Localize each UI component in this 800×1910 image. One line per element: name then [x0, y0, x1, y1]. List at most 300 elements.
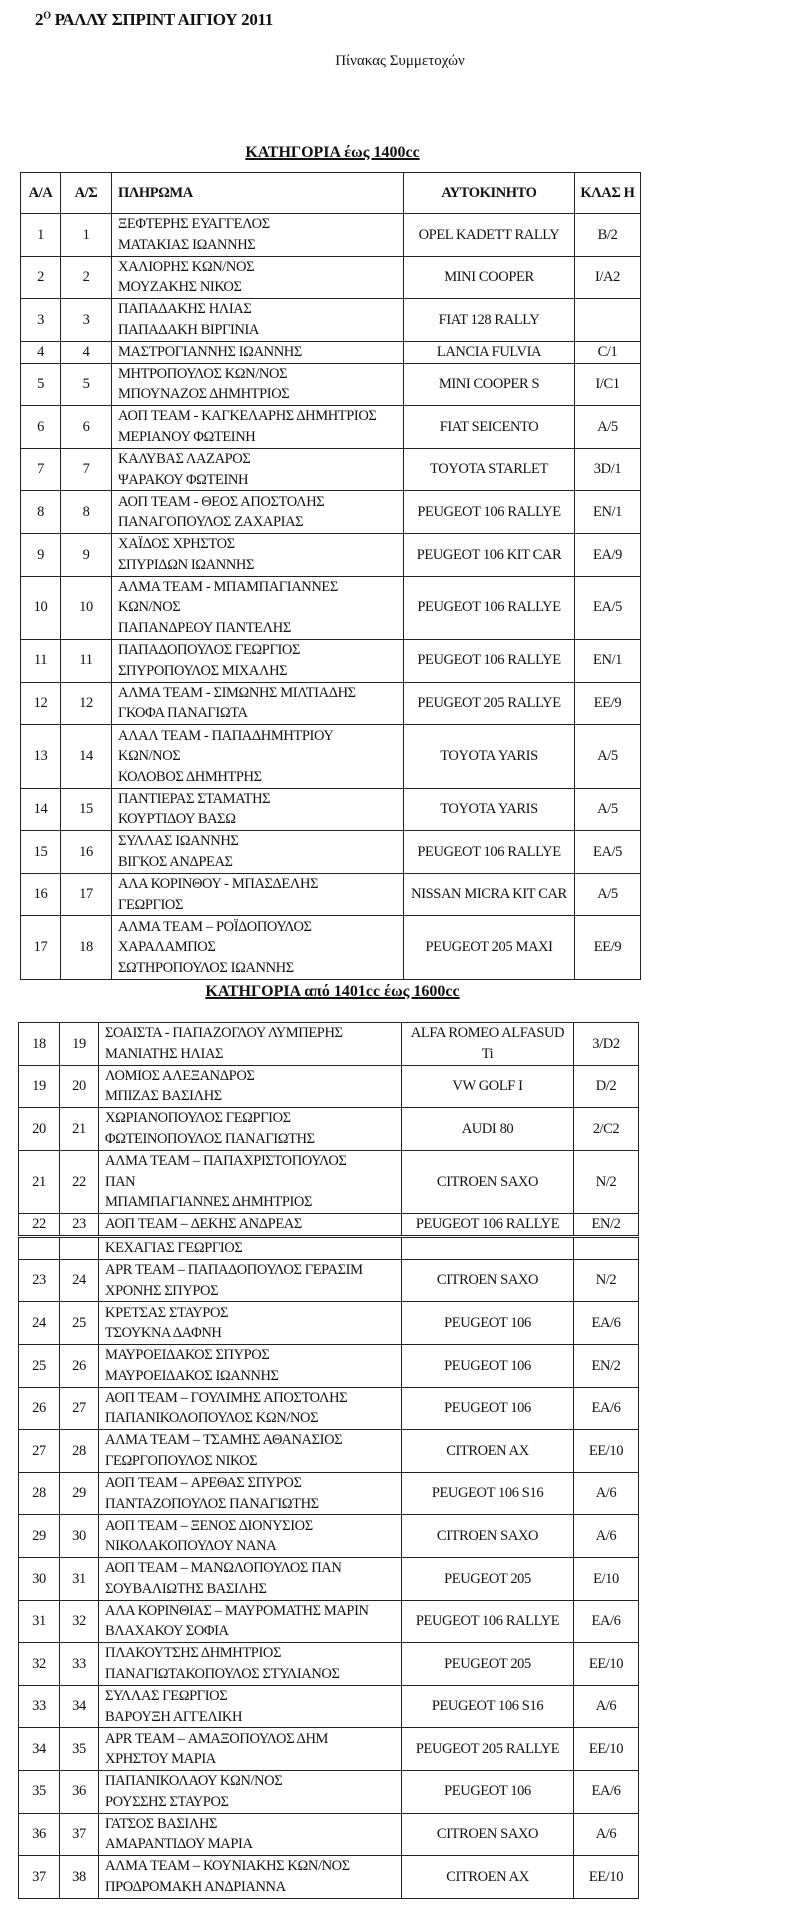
car-model: AUDI 80 [402, 1108, 574, 1151]
car-model: PEUGEOT 205 [402, 1557, 574, 1600]
table-row [19, 1643, 639, 1686]
start-number: 1 [61, 214, 112, 257]
crew-member: ΑΛΜΑ TEAM - ΣΙΜΩΝΗΣ ΜΙΛΤΙΑΔΗΣ [118, 684, 356, 701]
column-header-aa: Α/Α [21, 173, 61, 214]
crew-member: ΑΜΑΡΑΝΤΙΔΟΥ ΜΑΡΙΑ [105, 1836, 253, 1853]
entry-number: 29 [19, 1515, 60, 1558]
crew-cell [99, 1259, 402, 1302]
crew-member: ΠΑΠΑΝΔΡΕΟΥ ΠΑΝΤΕΛΗΣ [118, 619, 291, 636]
table-row [19, 1856, 639, 1899]
crew-member: ΑΟΠ TEAM – ΔΕΚΗΣ ΑΝΔΡΕΑΣ [105, 1216, 302, 1233]
car-class: EA/6 [574, 1600, 639, 1643]
entry-number: 23 [19, 1259, 60, 1302]
entry-number: 11 [21, 639, 61, 682]
car-class: C/1 [575, 341, 641, 363]
start-number: 38 [60, 1856, 99, 1899]
table-row [19, 1065, 639, 1108]
car-model: PEUGEOT 106 RALLYE [402, 1214, 574, 1236]
table-row [19, 1770, 639, 1813]
crew-cell [112, 873, 404, 916]
start-number: 33 [60, 1643, 99, 1686]
crew-member: ΑΛΜΑ TEAM - ΜΠΑΜΠΑΓΙΑΝΝΕΣ [118, 578, 338, 595]
start-number: 32 [60, 1600, 99, 1643]
car-class: E/10 [574, 1557, 639, 1600]
crew-member: ΚΟΥΡΤΙΔΟΥ ΒΑΣΩ [118, 811, 236, 828]
title-superscript: Ο [43, 10, 51, 22]
car-model: FIAT 128 RALLY [404, 299, 575, 342]
crew-member: ΡΟΥΣΣΗΣ ΣΤΑΥΡΟΣ [105, 1793, 229, 1810]
car-class: 3D/1 [575, 448, 641, 491]
table-row [21, 576, 641, 639]
car-class: EA/5 [575, 576, 641, 639]
entry-number: 3 [21, 299, 61, 342]
entries-table [20, 172, 641, 980]
crew-member: ΣΥΛΛΑΣ ΙΩΑΝΝΗΣ [118, 833, 239, 850]
car-class: EE/10 [574, 1430, 639, 1473]
entry-number: 34 [19, 1728, 60, 1771]
column-header-as: Α/Σ [61, 173, 112, 214]
crew-cell [99, 1108, 402, 1151]
crew-member: ΒΑΡΟΥΞΗ ΑΓΓΕΛΙΚΗ [105, 1708, 243, 1725]
entry-number: 25 [19, 1344, 60, 1387]
entry-number: 36 [19, 1813, 60, 1856]
car-model: PEUGEOT 205 MAXI [404, 916, 575, 979]
table-row [19, 1023, 639, 1066]
car-model: PEUGEOT 106 RALLYE [404, 576, 575, 639]
car-model: MINI COOPER [404, 256, 575, 299]
start-number: 15 [61, 788, 112, 831]
start-number: 31 [60, 1557, 99, 1600]
entry-number: 26 [19, 1387, 60, 1430]
entry-number: 21 [19, 1150, 60, 1213]
table-row [21, 873, 641, 916]
crew-cell [99, 1302, 402, 1345]
car-model: CITROEN SAXO [402, 1259, 574, 1302]
crew-member: ΓΚΟΦΑ ΠΑΝΑΓΙΩΤΑ [118, 705, 248, 722]
entry-number: 10 [21, 576, 61, 639]
crew-member: ΑΟΠ TEAM – ΞΕΝΟΣ ΔΙΟΝΥΣΙΟΣ [105, 1517, 313, 1534]
crew-member: ΨΑΡΑΚΟΥ ΦΩΤΕΙΝΗ [118, 471, 249, 488]
start-number: 20 [60, 1065, 99, 1108]
start-number: 29 [60, 1472, 99, 1515]
car-class: A/6 [574, 1515, 639, 1558]
crew-cell [112, 916, 404, 979]
start-number: 35 [60, 1728, 99, 1771]
table-row [19, 1472, 639, 1515]
crew-cell [112, 831, 404, 874]
entry-number: 35 [19, 1770, 60, 1813]
car-model: NISSAN MICRA KIT CAR [404, 873, 575, 916]
table-row [21, 725, 641, 788]
table-row [21, 682, 641, 725]
crew-member: ΜΑΤΑΚΙΑΣ ΙΩΑΝΝΗΣ [118, 236, 256, 253]
crew-member: ΠΑΠΑΔΟΠΟΥΛΟΣ ΓΕΩΡΓΙΟΣ [118, 642, 300, 659]
entry-number: 20 [19, 1108, 60, 1151]
car-class: A/5 [575, 725, 641, 788]
document-title [35, 10, 273, 30]
column-header-class: ΚΛΑΣ Η [575, 173, 641, 214]
entry-number: 4 [21, 341, 61, 363]
car-class: EN/2 [574, 1344, 639, 1387]
car-class: EN/1 [575, 639, 641, 682]
car-model [402, 1238, 574, 1260]
crew-cell [99, 1728, 402, 1771]
crew-cell [99, 1515, 402, 1558]
entry-number: 1 [21, 214, 61, 257]
start-number: 12 [61, 682, 112, 725]
table-row [21, 491, 641, 534]
entry-number: 18 [19, 1023, 60, 1066]
crew-member: ΠΑΠΑΔΑΚΗ ΒΙΡΓΙΝΙΑ [118, 321, 259, 338]
crew-member: ΚΩΝ/ΝΟΣ [118, 599, 181, 616]
start-number: 34 [60, 1685, 99, 1728]
crew-cell [99, 1856, 402, 1899]
entry-number: 31 [19, 1600, 60, 1643]
table-header-row [21, 173, 641, 214]
category-heading: ΚΑΤΗΓΟΡΙΑ από 1401cc έως 1600cc [205, 983, 460, 1000]
crew-cell [99, 1387, 402, 1430]
car-class: D/2 [574, 1065, 639, 1108]
start-number: 22 [60, 1150, 99, 1213]
table-row [21, 406, 641, 449]
entry-number: 27 [19, 1430, 60, 1473]
entry-number [19, 1238, 60, 1260]
crew-member: ΑΟΠ TEAM - ΚΑΓΚΕΛΑΡΗΣ ΔΗΜΗΤΡΙΟΣ [118, 408, 377, 425]
title-text: ΡΑΛΛΥ ΣΠΡΙΝΤ ΑΙΓΙΟΥ 2011 [50, 10, 273, 29]
crew-member: ΣΠΥΡΟΠΟΥΛΟΣ ΜΙΧΑΛΗΣ [118, 662, 288, 679]
crew-member: ΑΛΜΑ TEAM – ΚΟΥΝΙΑΚΗΣ ΚΩΝ/ΝΟΣ [105, 1858, 350, 1875]
crew-member: ΠΑΝΑΓΟΠΟΥΛΟΣ ΖΑΧΑΡΙΑΣ [118, 514, 304, 531]
table-row [21, 341, 641, 363]
crew-member: ΣΠΥΡΙΔΩΝ ΙΩΑΝΝΗΣ [118, 556, 255, 573]
crew-member: ΛΟΜΙΟΣ ΑΛΕΞΑΝΔΡΟΣ [105, 1067, 255, 1084]
crew-member: ΓΑΤΣΟΣ ΒΑΣΙΛΗΣ [105, 1815, 218, 1832]
entry-number: 9 [21, 533, 61, 576]
car-class: EE/9 [575, 916, 641, 979]
crew-cell [99, 1065, 402, 1108]
start-number: 18 [61, 916, 112, 979]
table-row [19, 1515, 639, 1558]
crew-member: ΑΛΜΑ TEAM – ΡΟΪΔΟΠΟΥΛΟΣ [118, 918, 312, 935]
crew-cell [112, 341, 404, 363]
table-row [21, 916, 641, 979]
car-class: N/2 [574, 1150, 639, 1213]
crew-member: ΜΠΑΜΠΑΓΙΑΝΝΕΣ ΔΗΜΗΤΡΙΟΣ [105, 1194, 313, 1211]
car-class: N/2 [574, 1259, 639, 1302]
car-class: EN/2 [574, 1214, 639, 1236]
crew-member: ΑΟΠ TEAM - ΘΕΟΣ ΑΠΟΣΤΟΛΗΣ [118, 493, 325, 510]
entry-number: 19 [19, 1065, 60, 1108]
crew-member: ΚΕΧΑΓΙΑΣ ΓΕΩΡΓΙΟΣ [105, 1240, 243, 1257]
start-number: 10 [61, 576, 112, 639]
crew-member: ΜΑΥΡΟΕΙΔΑΚΟΣ ΣΠΥΡΟΣ [105, 1347, 270, 1364]
car-class: EA/6 [574, 1302, 639, 1345]
car-class: EE/10 [574, 1643, 639, 1686]
crew-member: ΚΩΝ/ΝΟΣ [118, 748, 181, 765]
crew-cell [112, 363, 404, 406]
crew-member: ΤΣΟΥΚΝΑ ΔΑΦΝΗ [105, 1325, 222, 1342]
category-heading: ΚΑΤΗΓΟΡΙΑ έως 1400cc [245, 144, 420, 161]
car-class: A/6 [574, 1472, 639, 1515]
car-model: PEUGEOT 205 RALLYE [404, 682, 575, 725]
car-model: VW GOLF I [402, 1065, 574, 1108]
crew-member: ΝΙΚΟΛΑΚΟΠΟΥΛΟΥ ΝΑΝΑ [105, 1538, 277, 1555]
crew-member: ΣΥΛΛΑΣ ΓΕΩΡΓΙΟΣ [105, 1688, 228, 1705]
car-model: PEUGEOT 106 [402, 1770, 574, 1813]
start-number: 21 [60, 1108, 99, 1151]
crew-cell [99, 1813, 402, 1856]
car-model: CITROEN SAXO [402, 1515, 574, 1558]
crew-cell [99, 1472, 402, 1515]
car-class: EA/5 [575, 831, 641, 874]
car-class: I/A2 [575, 256, 641, 299]
table-row [21, 448, 641, 491]
entry-number: 6 [21, 406, 61, 449]
car-class: EN/1 [575, 491, 641, 534]
crew-member: ΚΟΛΟΒΟΣ ΔΗΜΗΤΡΗΣ [118, 768, 262, 785]
crew-cell [112, 214, 404, 257]
entry-number: 22 [19, 1214, 60, 1236]
table-row [19, 1108, 639, 1151]
start-number: 23 [60, 1214, 99, 1236]
crew-cell [99, 1430, 402, 1473]
entry-number: 33 [19, 1685, 60, 1728]
car-model: CITROEN SAXO [402, 1813, 574, 1856]
start-number: 19 [60, 1023, 99, 1066]
crew-member: ΑΟΠ TEAM – ΜΑΝΩΛΟΠΟΥΛΟΣ ΠΑΝ [105, 1560, 342, 1577]
entry-number: 2 [21, 256, 61, 299]
crew-cell [112, 299, 404, 342]
entry-number: 28 [19, 1472, 60, 1515]
crew-member: ΧΡΗΣΤΟΥ ΜΑΡΙΑ [105, 1751, 216, 1768]
table-row [21, 363, 641, 406]
entries-table [18, 1022, 639, 1236]
crew-cell [112, 256, 404, 299]
crew-cell [112, 639, 404, 682]
crew-member: ΜΕΡΙΑΝΟΥ ΦΩΤΕΙΝΗ [118, 428, 256, 445]
car-model: PEUGEOT 106 S16 [402, 1685, 574, 1728]
crew-member: ΒΙΓΚΟΣ ΑΝΔΡΕΑΣ [118, 853, 233, 870]
crew-cell [99, 1557, 402, 1600]
crew-cell [99, 1238, 402, 1260]
car-class: EE/10 [574, 1728, 639, 1771]
crew-member: ΞΕΦΤΕΡΗΣ ΕΥΑΓΓΕΛΟΣ [118, 216, 270, 233]
entry-number: 12 [21, 682, 61, 725]
car-model: PEUGEOT 106 KIT CAR [404, 533, 575, 576]
crew-member: ΜΠΟΥΝΑΖΟΣ ΔΗΜΗΤΡΙΟΣ [118, 386, 290, 403]
car-class: EE/9 [575, 682, 641, 725]
car-model: CITROEN SAXO [402, 1150, 574, 1213]
crew-member: ΒΛΑΧΑΚΟΥ ΣΟΦΙΑ [105, 1623, 229, 1640]
crew-member: ΑΛΜΑ TEAM – ΠΑΠΑΧΡΙΣΤΟΠΟΥΛΟΣ [105, 1153, 347, 1170]
car-model: TOYOTA YARIS [404, 788, 575, 831]
car-model: PEUGEOT 106 RALLYE [404, 491, 575, 534]
entry-number: 7 [21, 448, 61, 491]
crew-member: ΜΑΣΤΡΟΓΙΑΝΝΗΣ ΙΩΑΝΝΗΣ [118, 343, 302, 360]
title-number: 2 [35, 10, 44, 29]
entry-number: 24 [19, 1302, 60, 1345]
table-row [19, 1214, 639, 1236]
car-class: 2/C2 [574, 1108, 639, 1151]
entry-number: 17 [21, 916, 61, 979]
crew-member: ΧΑΛΙΟΡΗΣ ΚΩΝ/ΝΟΣ [118, 258, 255, 275]
table-row [19, 1557, 639, 1600]
crew-member: ΧΡΟΝΗΣ ΣΠΥΡΟΣ [105, 1282, 219, 1299]
table-row [21, 299, 641, 342]
car-model: PEUGEOT 106 RALLYE [404, 831, 575, 874]
table-row [19, 1813, 639, 1856]
start-number: 9 [61, 533, 112, 576]
table-row [19, 1430, 639, 1473]
car-model: PEUGEOT 205 [402, 1643, 574, 1686]
crew-cell [112, 448, 404, 491]
crew-member: ΚΑΛΥΒΑΣ ΛΑΖΑΡΟΣ [118, 451, 251, 468]
car-model: FIAT SEICENTO [404, 406, 575, 449]
start-number: 8 [61, 491, 112, 534]
crew-member: ΑΛΑΛ TEAM - ΠΑΠΑΔΗΜΗΤΡΙΟΥ [118, 727, 334, 744]
car-class: A/5 [575, 406, 641, 449]
car-class [574, 1238, 639, 1260]
car-model: PEUGEOT 106 S16 [402, 1472, 574, 1515]
crew-member: ΜΗΤΡΟΠΟΥΛΟΣ ΚΩΝ/ΝΟΣ [118, 365, 288, 382]
crew-cell [112, 406, 404, 449]
crew-cell [99, 1770, 402, 1813]
start-number: 27 [60, 1387, 99, 1430]
entry-number: 30 [19, 1557, 60, 1600]
crew-member: APR TEAM – ΑΜΑΞΟΠΟΥΛΟΣ ΔΗΜ [105, 1730, 329, 1747]
start-number: 17 [61, 873, 112, 916]
start-number: 4 [61, 341, 112, 363]
car-model: PEUGEOT 106 RALLYE [402, 1600, 574, 1643]
crew-member: ΣΟΥΒΑΛΙΩΤΗΣ ΒΑΣΙΛΗΣ [105, 1580, 267, 1597]
start-number: 36 [60, 1770, 99, 1813]
crew-member: ΑΟΠ TEAM – ΓΟΥΛΙΜΗΣ ΑΠΟΣΤΟΛΗΣ [105, 1389, 348, 1406]
start-number: 14 [61, 725, 112, 788]
crew-cell [112, 682, 404, 725]
car-model: PEUGEOT 106 [402, 1344, 574, 1387]
crew-member: ΠΑΠΑΝΙΚΟΛΑΟΥ ΚΩΝ/ΝΟΣ [105, 1773, 283, 1790]
car-class: I/C1 [575, 363, 641, 406]
start-number: 3 [61, 299, 112, 342]
table-row [19, 1259, 639, 1302]
crew-cell [112, 533, 404, 576]
column-header-crew: ΠΛΗΡΩΜΑ [112, 173, 404, 214]
table-row [19, 1150, 639, 1213]
car-class: EA/6 [574, 1770, 639, 1813]
crew-member: ΧΑΪΔΟΣ ΧΡΗΣΤΟΣ [118, 536, 235, 553]
crew-member: ΓΕΩΡΓΟΠΟΥΛΟΣ ΝΙΚΟΣ [105, 1452, 258, 1469]
car-model: CITROEN AX [402, 1856, 574, 1899]
crew-member: ΓΕΩΡΓΙΟΣ [118, 896, 184, 913]
table-row [21, 533, 641, 576]
crew-member: ΜΑΝΙΑΤΗΣ ΗΛΙΑΣ [105, 1045, 224, 1062]
start-number: 5 [61, 363, 112, 406]
car-class: A/6 [574, 1685, 639, 1728]
document-subtitle: Πίνακας Συμμετοχών [335, 53, 465, 69]
car-class: B/2 [575, 214, 641, 257]
crew-member: ΧΑΡΑΛΑΜΠΟΣ [118, 939, 216, 956]
crew-member: ΠΑΠΑΔΑΚΗΣ ΗΛΙΑΣ [118, 301, 252, 318]
crew-member: ΑΛΑ ΚΟΡΙΝΘΙΑΣ – ΜΑΥΡΟΜΑΤΗΣ ΜΑΡΙΝ [105, 1602, 369, 1619]
entry-number: 5 [21, 363, 61, 406]
table-row [21, 256, 641, 299]
car-model: ALFA ROMEO ALFASUD Ti [402, 1023, 574, 1066]
car-class: 3/D2 [574, 1023, 639, 1066]
entry-number: 15 [21, 831, 61, 874]
start-number: 6 [61, 406, 112, 449]
start-number: 25 [60, 1302, 99, 1345]
crew-member: ΚΡΕΤΣΑΣ ΣΤΑΥΡΟΣ [105, 1304, 229, 1321]
crew-cell [99, 1600, 402, 1643]
crew-member: ΣΩΤΗΡΟΠΟΥΛΟΣ ΙΩΑΝΝΗΣ [118, 959, 294, 976]
car-class: EE/10 [574, 1856, 639, 1899]
start-number [60, 1238, 99, 1260]
start-number: 24 [60, 1259, 99, 1302]
car-class [575, 299, 641, 342]
crew-cell [99, 1344, 402, 1387]
car-class: A/5 [575, 788, 641, 831]
crew-cell [99, 1150, 402, 1213]
entry-number: 8 [21, 491, 61, 534]
crew-member: APR TEAM – ΠΑΠΑΔΟΠΟΥΛΟΣ ΓΕΡΑΣΙΜ [105, 1262, 363, 1279]
crew-member: ΜΟΥΖΑΚΗΣ ΝΙΚΟΣ [118, 279, 242, 296]
car-model: PEUGEOT 106 [402, 1302, 574, 1345]
table-row [19, 1728, 639, 1771]
crew-member: ΦΩΤΕΙΝΟΠΟΥΛΟΣ ΠΑΝΑΓΙΩΤΗΣ [105, 1130, 315, 1147]
entry-number: 32 [19, 1643, 60, 1686]
column-header-car: ΑΥΤΟΚΙΝΗΤΟ [404, 173, 575, 214]
car-class: EA/6 [574, 1387, 639, 1430]
car-model: LANCIA FULVIA [404, 341, 575, 363]
crew-cell [99, 1685, 402, 1728]
crew-cell [99, 1643, 402, 1686]
table-row [21, 214, 641, 257]
crew-cell [99, 1023, 402, 1066]
table-row [19, 1387, 639, 1430]
crew-member: ΠΑΝΑΓΙΩΤΑΚΟΠΟΥΛΟΣ ΣΤΥΛΙΑΝΟΣ [105, 1665, 340, 1682]
start-number: 11 [61, 639, 112, 682]
car-model: OPEL KADETT RALLY [404, 214, 575, 257]
car-class: EA/9 [575, 533, 641, 576]
start-number: 37 [60, 1813, 99, 1856]
crew-member: ΑΟΠ TEAM – ΑΡΕΘΑΣ ΣΠΥΡΟΣ [105, 1475, 302, 1492]
car-class: A/5 [575, 873, 641, 916]
table-row [19, 1685, 639, 1728]
crew-member: ΠΡΟΔΡΟΜΑΚΗ ΑΝΔΡΙΑΝΝΑ [105, 1878, 286, 1895]
crew-member: ΜΑΥΡΟΕΙΔΑΚΟΣ ΙΩΑΝΝΗΣ [105, 1367, 279, 1384]
car-model: PEUGEOT 106 [402, 1387, 574, 1430]
car-model: MINI COOPER S [404, 363, 575, 406]
crew-member: ΠΑΝ [105, 1173, 136, 1190]
crew-cell [112, 491, 404, 534]
entry-number: 13 [21, 725, 61, 788]
crew-member: ΠΑΝΤΙΕΡΑΣ ΣΤΑΜΑΤΗΣ [118, 790, 271, 807]
crew-member: ΑΛΜΑ TEAM – ΤΣΑΜΗΣ ΑΘΑΝΑΣΙΟΣ [105, 1432, 343, 1449]
table-row [19, 1302, 639, 1345]
crew-member: ΑΛΑ ΚΟΡΙΝΘΟΥ - ΜΠΑΣΔΕΛΗΣ [118, 876, 319, 892]
car-model: PEUGEOT 106 RALLYE [404, 639, 575, 682]
table-row [21, 831, 641, 874]
entry-number: 37 [19, 1856, 60, 1899]
crew-cell [112, 788, 404, 831]
entry-number: 16 [21, 873, 61, 916]
crew-member: ΜΠΙΖΑΣ ΒΑΣΙΛΗΣ [105, 1088, 222, 1105]
crew-member: ΠΑΝΤΑΖΟΠΟΥΛΟΣ ΠΑΝΑΓΙΩΤΗΣ [105, 1495, 319, 1512]
car-class: A/6 [574, 1813, 639, 1856]
table-row [19, 1238, 639, 1260]
car-model: TOYOTA YARIS [404, 725, 575, 788]
start-number: 7 [61, 448, 112, 491]
